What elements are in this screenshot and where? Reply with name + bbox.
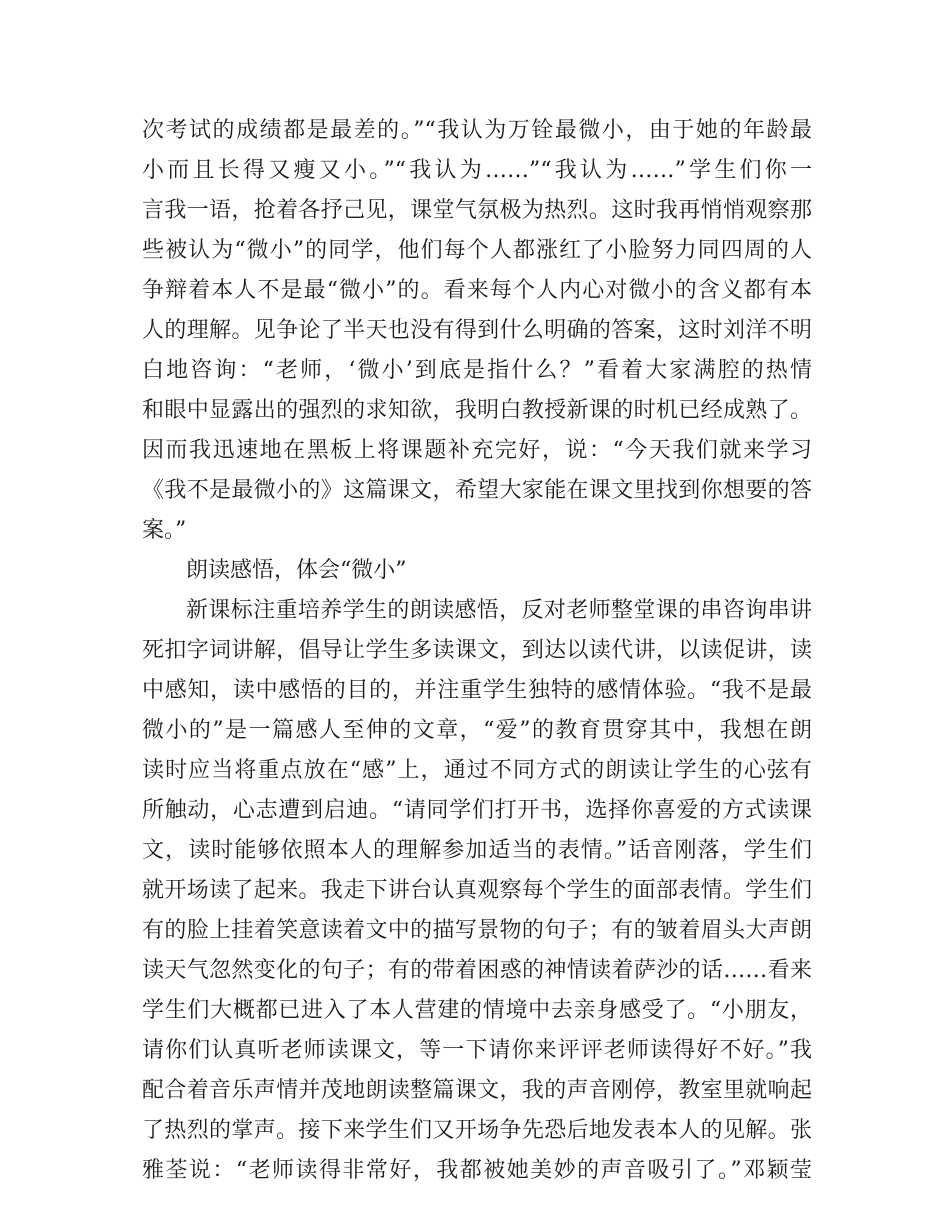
text-line: 次考试的成绩都是最差的。”“我认为万铨最微小，由于她的年龄最 [142,118,812,143]
text-line: 因而我迅速地在黑板上将课题补充完好，说：“今天我们就来学习 [142,438,812,463]
text-line: 所触动，心志遭到启迪。“请同学们打开书，选择你喜爱的方式读课 [142,798,812,823]
text-line: 雅荃说：“老师读得非常好，我都被她美妙的声音吸引了。”邓颖莹 [142,1158,812,1183]
text-line: 案。” [142,518,187,543]
text-line: 言我一语，抢着各抒己见，课堂气氛极为热烈。这时我再悄悄观察那 [142,198,812,223]
text-line: 读天气忽然变化的句子；有的带着困惑的神情读着萨沙的话……看来 [142,958,812,983]
text-line: 了热烈的掌声。接下来学生们又开场争先恐后地发表本人的见解。张 [142,1118,812,1143]
text-line: 读时应当将重点放在“感”上，通过不同方式的朗读让学生的心弦有 [142,758,812,783]
body-text [142,111,812,1191]
text-line: 白地咨询：“老师，‘微小’到底是指什么？”看着大家满腔的热情 [142,358,812,383]
text-line: 新课标注重培养学生的朗读感悟，反对老师整堂课的串咨询串讲 [186,598,812,623]
text-line: 些被认为“微小”的同学，他们每个人都涨红了小脸努力同四周的人 [142,238,812,263]
text-line: 争辩着本人不是最“微小”的。看来每个人内心对微小的含义都有本 [142,278,812,303]
text-line: 微小的”是一篇感人至伸的文章，“爱”的教育贯穿其中，我想在朗 [142,718,812,743]
text-line: 文，读时能够依照本人的理解参加适当的表情。”话音刚落，学生们 [142,838,812,863]
text-line: 有的脸上挂着笑意读着文中的描写景物的句子；有的皱着眉头大声朗 [142,918,812,943]
text-line: 就开场读了起来。我走下讲台认真观察每个学生的面部表情。学生们 [142,878,812,903]
text-line: 学生们大概都已进入了本人营建的情境中去亲身感受了。“小朋友， [142,998,812,1023]
text-line: 死扣字词讲解，倡导让学生多读课文，到达以读代讲，以读促讲，读 [142,638,812,663]
text-line: 请你们认真听老师读课文，等一下请你来评评老师读得好不好。”我 [142,1038,812,1063]
text-line: 《我不是最微小的》这篇课文，希望大家能在课文里找到你想要的答 [142,478,812,503]
text-line: 配合着音乐声情并茂地朗读整篇课文，我的声音刚停，教室里就响起 [142,1078,812,1103]
text-line: 中感知，读中感悟的目的，并注重学生独特的感情体验。“我不是最 [142,678,812,703]
section-heading: 朗读感悟，体会“微小” [186,558,407,583]
text-line: 和眼中显露出的强烈的求知欲，我明白教授新课的时机已经成熟了。 [142,398,812,423]
text-line: 人的理解。见争论了半天也没有得到什么明确的答案，这时刘洋不明 [142,318,812,343]
text-line: 小而且长得又瘦又小。”“我认为……”“我认为……”学生们你一 [142,158,812,183]
